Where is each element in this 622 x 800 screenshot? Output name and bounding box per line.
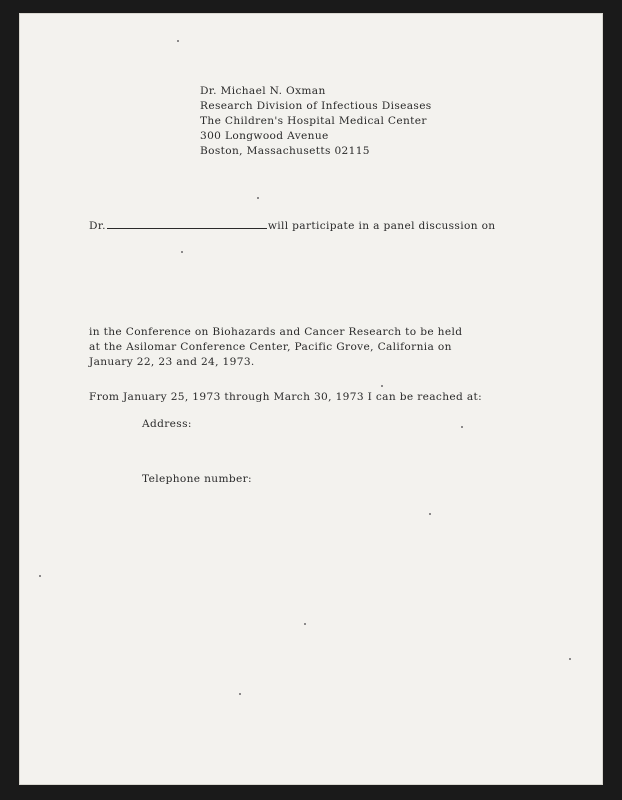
scan-speck: [177, 40, 179, 42]
scan-speck: [569, 658, 571, 660]
scan-speck: [304, 623, 306, 625]
addressee-street: 300 Longwood Avenue: [200, 130, 329, 142]
participation-prefix: Dr.: [89, 220, 106, 232]
scan-speck: [239, 693, 241, 695]
conference-line-3: January 22, 23 and 24, 1973.: [89, 356, 255, 368]
addressee-division: Research Division of Infectious Diseases: [200, 100, 432, 112]
scan-speck: [429, 513, 431, 515]
conference-line-1: in the Conference on Biohazards and Cancer Research to be held: [89, 326, 463, 338]
addressee-block: [200, 84, 432, 159]
addressee-institution: The Children's Hospital Medical Center: [200, 115, 427, 127]
scan-speck: [381, 385, 383, 387]
addressee-city: Boston, Massachusetts 02115: [200, 145, 370, 157]
address-label: Address:: [142, 418, 192, 430]
scan-speck: [257, 197, 259, 199]
name-blank-field[interactable]: [107, 218, 267, 229]
document-page: [19, 13, 603, 785]
participation-suffix: will participate in a panel discussion on: [267, 220, 496, 232]
participation-line: [89, 218, 495, 234]
conference-line-2: at the Asilomar Conference Center, Pacific Grove, California on: [89, 341, 452, 353]
addressee-name: Dr. Michael N. Oxman: [200, 85, 326, 97]
telephone-label: Telephone number:: [142, 473, 252, 485]
scan-speck: [461, 426, 463, 428]
scan-speck: [181, 251, 183, 253]
contact-intro: From January 25, 1973 through March 30, 1973 I can be reached at:: [89, 391, 483, 403]
conference-block: [89, 325, 462, 370]
scan-speck: [39, 575, 41, 577]
